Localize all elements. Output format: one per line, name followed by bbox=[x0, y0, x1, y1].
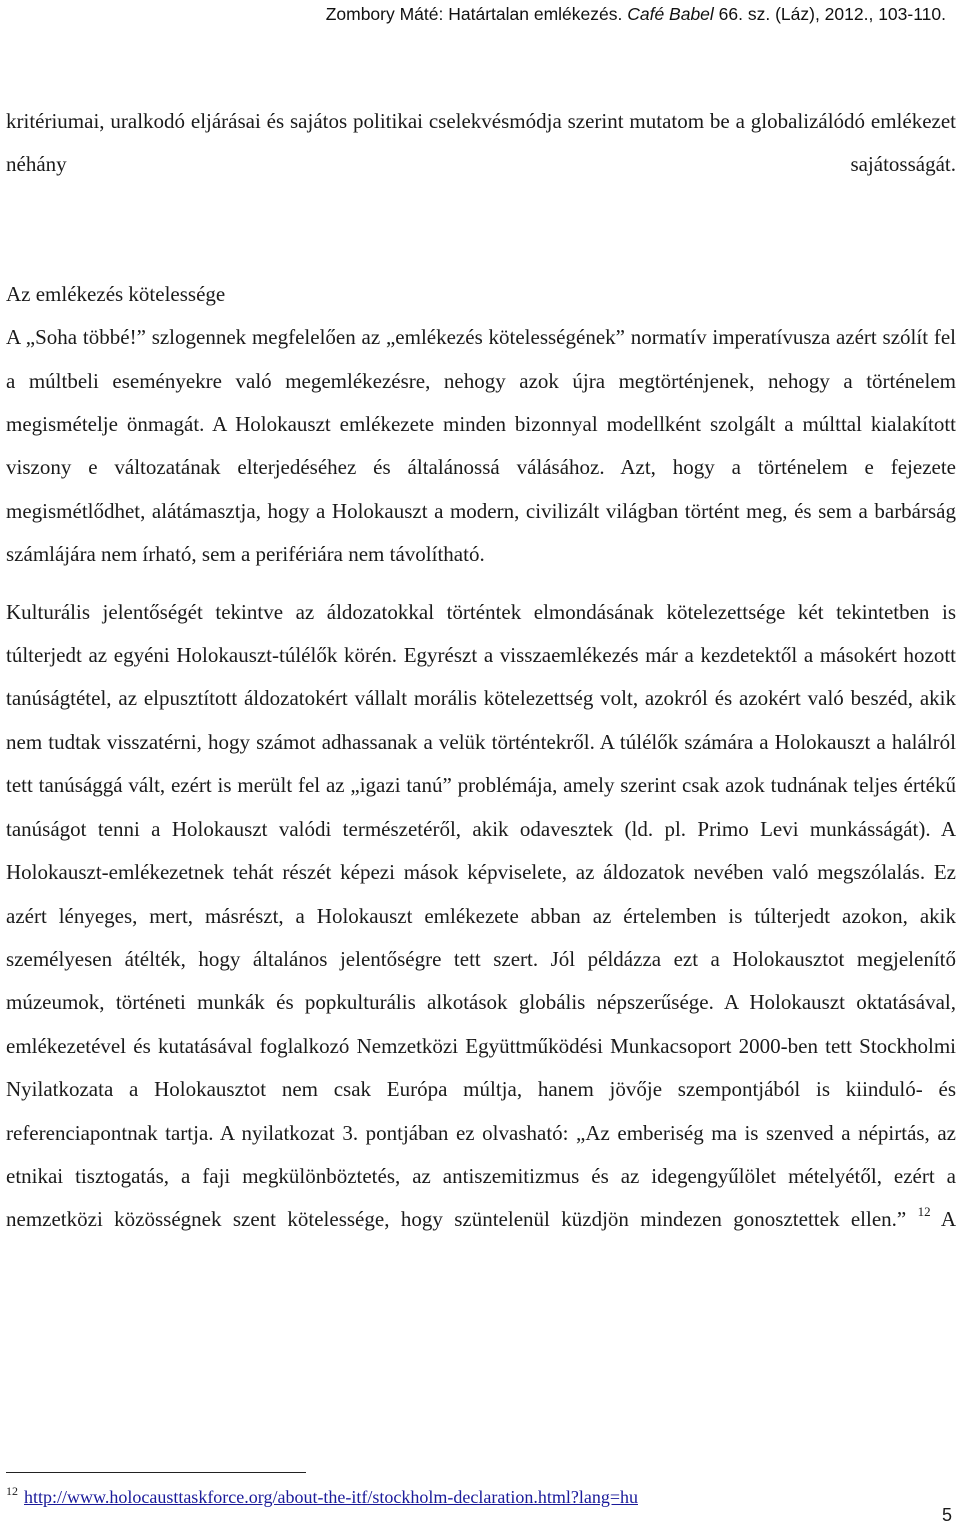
footnote bbox=[6, 1484, 638, 1508]
header-issue-info: 66. sz. (Láz), 2012., 103-110. bbox=[713, 4, 946, 24]
section-paragraph-1: A „Soha többé!” szlogennek megfelelően az „emlékezés kötelességének” normatív imperatívusza azért szólít fel a múltbeli eseményekre való megemlékezésre, nehogy azok újra megtörténjenek, nehogy a történelem megismételje önmagát. A Holokauszt emlékezete minden bizonnyal modellként szolgált a múlttal kialakított viszony e változatának elterjedéséhez és általánossá válásához. Azt, hogy a történelem e fejezete megismétlődhet, alátámasztja, hogy a Holokauszt a modern, civilizált világban történt meg, és sem a barbárság számlájára nem írható, sem a perifériára nem távolítható. bbox=[6, 325, 956, 567]
header-author-title: Zombory Máté: Határtalan emlékezés. bbox=[325, 4, 628, 24]
article-body bbox=[6, 100, 956, 1242]
paragraph-2-continuation: A bbox=[930, 1207, 957, 1232]
header-journal-name: Café Babel bbox=[627, 4, 714, 24]
footnote-divider bbox=[6, 1472, 306, 1473]
running-header bbox=[86, 4, 946, 25]
paragraph-2-text: Kulturális jelentőségét tekintve az áldozatokkal történtek elmondásának kötelezettsége két tekintetben is túlterjedt az egyéni Holokauszt-túlélők körén. Egyrészt a visszaemlékezés már a kezdetektől a másokért hozott tanúságtétel, az elpusztított áldozatokért vállalt morális kötelezettség volt, azokról és azokért való beszéd, akik nem tudtak visszatérni, hogy számot adhassanak a velük történtekről. A túlélők számára a Holokauszt a halálról tett tanúsággá vált, ezért is merült fel az „igazi tanú” problémája, amely szerint csak azok tudnának teljes értékű tanúságot tenni a Holokauszt valódi természetéről, akik odavesztek (ld. pl. Primo Levi munkásságát). A Holokauszt-emlékezetnek tehát részét képezi mások képviselete, az áldozatok nevében való megszólalás. Ez azért lényeges, mert, másrészt, a Holokauszt emlékezete abban az értelemben is túlterjedt azokon, akik személyesen átélték, hogy általános jelentőségre tett szert. Jól példázza ezt a Holokausztot megjelenítő múzeumok, történeti munkák és popkulturális alkotások globális népszerűsége. A Holokauszt oktatásával, emlékezetével és kutatásával foglalkozó Nemzetközi Együttműködési Munkacsoport 2000-ben tett Stockholmi Nyilatkozata a Holokausztot nem csak Európa múltja, hanem jövője szempontjából is kiinduló- és referenciapontnak tartja. A nyilatkozat 3. pontjában ez olvasható: „Az emberiség ma is szenved a népirtás, az etnikai tisztogatás, a faji megkülönböztetés, az antiszemitizmus és az idegengyűlölet mételyétől, ezért a nemzetközi közösségnek szent kötelessége, hogy szüntelenül küzdjön mindezen gonosztettek ellen.” bbox=[6, 599, 956, 1232]
footnote-reference[interactable]: 12 bbox=[917, 1204, 931, 1220]
footnote-number: 12 bbox=[6, 1484, 18, 1498]
intro-paragraph: kritériumai, uralkodó eljárásai és sajátos politikai cselekvésmódja szerint mutatom be a globalizálódó emlékezet néhány sajátosságát. bbox=[6, 109, 956, 177]
section-heading: Az emlékezés kötelessége bbox=[6, 281, 226, 306]
section-paragraph-2 bbox=[6, 591, 956, 1242]
page-number: 5 bbox=[941, 1505, 952, 1525]
footnote-link[interactable]: http://www.holocausttaskforce.org/about-the-itf/stockholm-declaration.html?lang=hu bbox=[24, 1487, 638, 1507]
